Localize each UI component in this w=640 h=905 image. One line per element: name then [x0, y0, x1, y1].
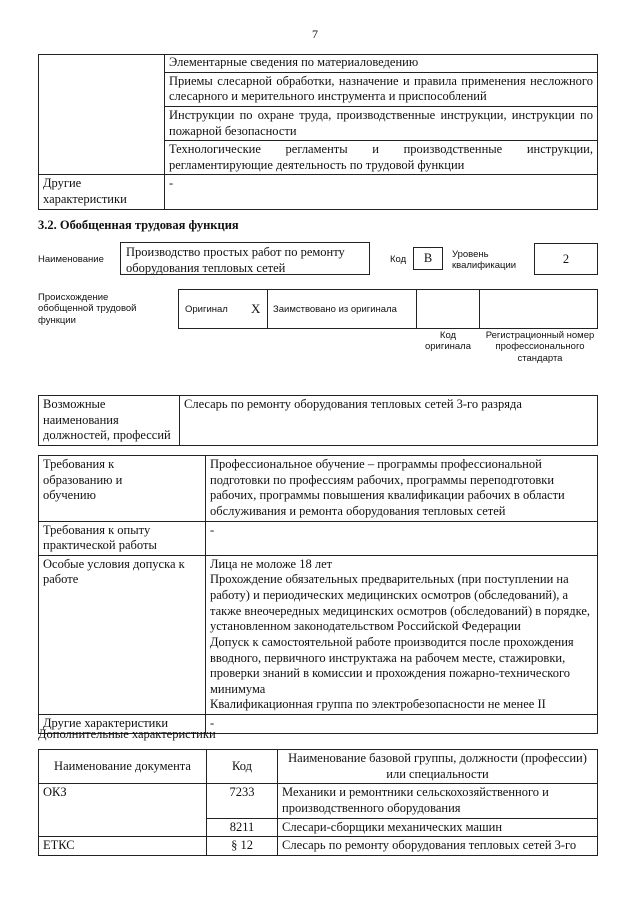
group-name-cell: Слесарь по ремонту оборудования тепловых сетей 3-го: [278, 837, 598, 856]
group-name-cell: Слесари-сборщики механических машин: [278, 818, 598, 837]
page-number: 7: [312, 27, 318, 41]
original-label: Оригинал: [185, 304, 228, 315]
additional-table: [38, 749, 598, 856]
positions-value: Слесарь по ремонту оборудования тепловых сетей 3-го разряда: [180, 396, 598, 446]
knowledge-item: Элементарные сведения по материаловедению: [165, 55, 598, 73]
knowledge-item: Приемы слесарной обработки, назначение и правила применения несложного слесарного и мерительного инструмента и приспособлений: [165, 72, 598, 106]
empty-label-cell: [39, 55, 165, 175]
other-characteristics-label: Другие характеристики: [39, 715, 206, 734]
code-value: В: [423, 251, 433, 265]
table-row: [39, 555, 598, 714]
condition-line: Лица не моложе 18 лет: [210, 556, 333, 571]
code-cell: § 12: [207, 837, 278, 856]
original-mark: X: [251, 301, 261, 316]
code-value-box: [413, 247, 443, 270]
table-row: [39, 837, 598, 856]
group-name-cell: Механики и ремонтники сельскохозяйственного и производственного оборудования: [278, 784, 598, 818]
level-value-box: [534, 243, 598, 275]
experience-value: -: [206, 521, 598, 555]
level-value: 2: [562, 252, 570, 266]
reg-number-caption: Регистрационный номер профессионального стандарта: [485, 330, 595, 364]
doc-cell: ОКЗ: [39, 784, 207, 837]
borrowed-label: Заимствовано из оригинала: [273, 304, 397, 315]
other-characteristics-value: -: [165, 175, 598, 209]
condition-line: Допуск к самостоятельной работе производится после прохождения вводного, первичного инструктажа на рабочем месте, стажировки, проверки знаний в комиссии и прохождения пожарно-технического минимума: [210, 634, 574, 696]
conditions-label: Особые условия допуска к работе: [39, 555, 206, 714]
name-value: Производство простых работ по ремонту оборудования тепловых сетей: [126, 245, 345, 275]
education-label: Требования к образованию и обучению: [39, 456, 206, 522]
table-header-row: [39, 750, 598, 784]
other-characteristics-value: -: [206, 715, 598, 734]
doc-cell: ЕТКС: [39, 837, 207, 856]
positions-label: Возможные наименования должностей, профессий: [39, 396, 180, 446]
positions-table: [38, 395, 598, 446]
table-row: [39, 396, 598, 446]
code-cell: 8211: [207, 818, 278, 837]
table-row: [39, 456, 598, 522]
header-code: Код: [207, 750, 278, 784]
divider: [479, 290, 480, 328]
requirements-table: [38, 455, 598, 734]
section-title: 3.2. Обобщенная трудовая функция: [38, 218, 239, 232]
code-label: Код: [390, 254, 407, 265]
knowledge-item: Инструкции по охране труда, производственные инструкции, инструкции по пожарной безопасности: [165, 106, 598, 140]
other-characteristics-label: Другие характеристики: [39, 175, 165, 209]
conditions-value: [206, 555, 598, 714]
divider: [416, 290, 417, 328]
table-row: [39, 55, 598, 73]
experience-label: Требования к опыту практической работы: [39, 521, 206, 555]
table-row: [39, 521, 598, 555]
table-row: [39, 784, 598, 818]
code-cell: 7233: [207, 784, 278, 818]
knowledge-item: Технологические регламенты и производственные инструкции, регламентирующие деятельность по трудовой функции: [165, 141, 598, 175]
level-label: Уровень квалификации: [452, 249, 517, 272]
origin-table: [178, 289, 598, 329]
name-value-box: [120, 242, 370, 275]
education-value: Профессиональное обучение – программы профессиональной подготовки по профессиям рабочих, программы переподготовки рабочих, программы повышения квалификации рабочих в области обслуживания и ремонта оборудования тепловых сетей: [206, 456, 598, 522]
condition-line: Прохождение обязательных предварительных (при поступлении на работу) и периодических медицинских осмотров (обследований), а также внеочередных медицинских осмотров (обследований) в порядке, установленном законодательством Российской Федерации: [210, 572, 591, 634]
divider: [267, 290, 268, 328]
origin-label: Происхождение обобщенной трудовой функции: [38, 292, 137, 326]
code-original-caption: Код оригинала: [424, 330, 471, 353]
condition-line: Квалификационная группа по электробезопасности не менее II: [210, 697, 546, 712]
table-row: [39, 175, 598, 209]
name-label: Наименование: [38, 254, 104, 265]
additional-title: Дополнительные характеристики: [38, 727, 216, 741]
top-characteristics-table: [38, 54, 598, 210]
header-document: Наименование документа: [39, 750, 207, 784]
header-group-name: Наименование базовой группы, должности (профессии) или специальности: [278, 750, 598, 784]
